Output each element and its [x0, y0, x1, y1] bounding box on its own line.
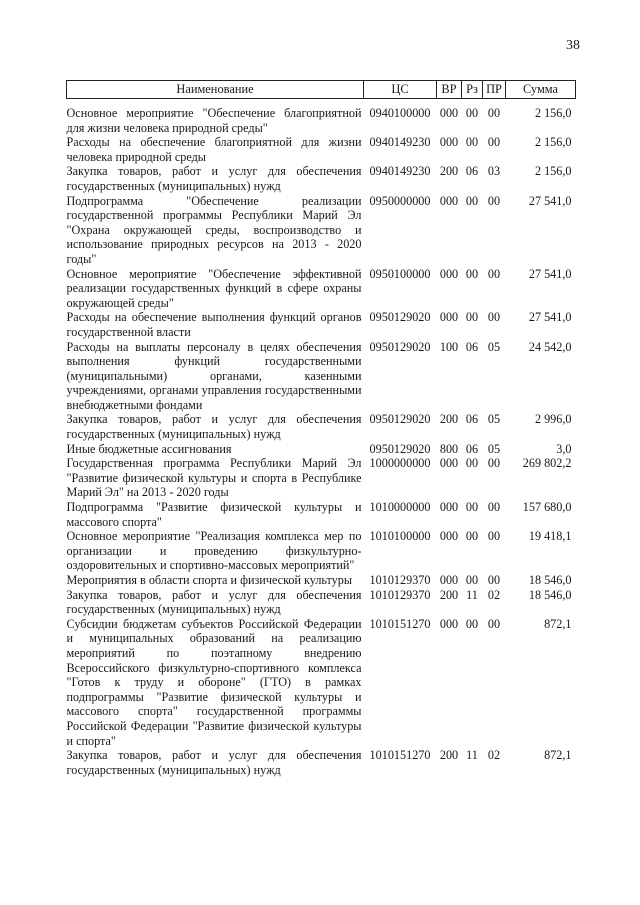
- cell-cs: 0950129020: [369, 412, 431, 427]
- cell-vr: 800: [439, 441, 459, 456]
- cell-rz: 11: [466, 748, 478, 763]
- cell-rz: 06: [465, 164, 479, 179]
- cell-pr: 00: [487, 456, 501, 471]
- table-body: [67, 99, 576, 778]
- cell-sum: 3,0: [556, 441, 572, 456]
- cell-name: Закупка товаров, работ и услуг для обеспечения государственных (муниципальных) нужд: [66, 587, 362, 617]
- table-row: [67, 573, 576, 588]
- table-row: [67, 500, 576, 529]
- cell-rz: 00: [465, 106, 479, 120]
- cell-vr: 200: [439, 748, 459, 763]
- cell-cs: 1010151270: [369, 748, 431, 763]
- cell-name: Закупка товаров, работ и услуг для обеспечения государственных (муниципальных) нужд: [66, 748, 362, 777]
- table-row: [67, 456, 576, 500]
- header-cs: ЦС: [364, 81, 437, 99]
- cell-sum: 27 541,0: [528, 193, 572, 208]
- cell-rz: 00: [465, 193, 479, 208]
- cell-vr: 000: [439, 500, 459, 515]
- header-sum: Сумма: [506, 81, 576, 99]
- cell-pr: 00: [487, 135, 501, 150]
- cell-rz: 00: [465, 500, 479, 515]
- cell-rz: 11: [466, 587, 478, 602]
- cell-cs: 1010129370: [369, 587, 431, 602]
- cell-cs: 0950129020: [369, 441, 431, 456]
- cell-pr: 00: [487, 616, 501, 631]
- cell-sum: 2 156,0: [534, 135, 572, 150]
- table-header-row: [67, 81, 576, 99]
- cell-sum: 157 680,0: [522, 500, 572, 515]
- cell-sum: 19 418,1: [528, 529, 572, 544]
- cell-pr: 00: [487, 266, 501, 281]
- cell-cs: 0950129020: [369, 310, 431, 325]
- cell-sum: 24 542,0: [528, 339, 572, 354]
- cell-sum: 2 156,0: [534, 164, 572, 179]
- cell-name: Подпрограмма "Развитие физической культуры и массового спорта": [66, 500, 362, 529]
- cell-cs: 0950000000: [369, 193, 431, 208]
- header-rz: Рз: [462, 81, 483, 99]
- cell-pr: 00: [487, 106, 501, 120]
- cell-name: Расходы на обеспечение выполнения функций органов государственной власти: [66, 310, 362, 339]
- table-row: [67, 412, 576, 441]
- cell-pr: 00: [487, 193, 501, 208]
- cell-rz: 00: [465, 573, 479, 587]
- cell-vr: 000: [439, 529, 459, 544]
- cell-rz: 00: [465, 616, 479, 631]
- table-row: [67, 135, 576, 164]
- cell-pr: 00: [487, 310, 501, 325]
- cell-cs: 1010151270: [369, 616, 431, 631]
- cell-name: Государственная программа Республики Марий Эл "Развитие физической культуры и спорта в Республике Марий Эл" на 2013 - 2020 годы: [66, 456, 362, 500]
- cell-pr: 00: [487, 500, 501, 515]
- table-row: [67, 340, 576, 413]
- cell-name: Основное мероприятие "Обеспечение благоприятной для жизни человека природной среды": [66, 106, 362, 135]
- budget-table: [66, 80, 576, 777]
- cell-rz: 06: [465, 412, 479, 427]
- cell-rz: 00: [465, 135, 479, 150]
- page-number: 38: [566, 38, 580, 53]
- cell-pr: 05: [487, 339, 501, 354]
- cell-sum: 2 156,0: [534, 106, 572, 120]
- cell-cs: 0940149230: [369, 164, 431, 179]
- cell-rz: 00: [465, 529, 479, 544]
- cell-vr: 000: [439, 616, 459, 631]
- table-row: [67, 310, 576, 339]
- cell-sum: 872,1: [544, 748, 572, 763]
- cell-rz: 06: [465, 339, 479, 354]
- cell-name: Закупка товаров, работ и услуг для обеспечения государственных (муниципальных) нужд: [66, 164, 362, 193]
- cell-sum: 18 546,0: [528, 587, 572, 602]
- cell-sum: 269 802,2: [522, 456, 572, 471]
- table-row: [67, 588, 576, 617]
- header-vr: ВР: [437, 81, 462, 99]
- cell-name: Закупка товаров, работ и услуг для обеспечения государственных (муниципальных) нужд: [66, 412, 362, 442]
- cell-pr: 03: [487, 164, 501, 179]
- cell-pr: 00: [487, 529, 501, 544]
- cell-vr: 000: [439, 310, 459, 325]
- cell-name: Мероприятия в области спорта и физической культуры: [66, 573, 353, 587]
- header-name: Наименование: [67, 81, 364, 99]
- cell-cs: 1000000000: [369, 456, 431, 471]
- cell-vr: 000: [439, 573, 459, 587]
- cell-rz: 00: [465, 266, 479, 281]
- cell-vr: 000: [439, 193, 459, 208]
- table-row: [67, 164, 576, 193]
- header-pr: ПР: [483, 81, 506, 99]
- table-row: [67, 194, 576, 267]
- cell-sum: 872,1: [544, 616, 572, 631]
- cell-name: Расходы на выплаты персоналу в целях обеспечения выполнения функций государственными (муниципальными) органами, казенными учреждениями, органами управления государственными внебюджетными фондами: [66, 339, 362, 412]
- cell-cs: 0950100000: [369, 266, 431, 281]
- cell-cs: 1010129370: [369, 573, 431, 587]
- cell-rz: 00: [465, 456, 479, 471]
- table-row: [67, 442, 576, 457]
- cell-vr: 000: [439, 135, 459, 150]
- cell-pr: 02: [487, 587, 501, 602]
- cell-pr: 05: [487, 441, 501, 456]
- cell-vr: 200: [439, 587, 459, 602]
- cell-name: Основное мероприятие "Обеспечение эффективной реализации государственных функций в сфере охраны окружающей среды": [66, 266, 362, 310]
- table-row: [67, 529, 576, 573]
- cell-name: Субсидии бюджетам субъектов Российской Федерации и муниципальных образований на реализацию мероприятий по поэтапному внедрению Всероссийского физкультурно-спортивного комплекса "Готов к труду и обороне" (ГТО) в рамках подпрограммы "Развитие физической культуры и массового спорта" государственной программы Российской Федерации "Развитие физической культуры и спорта": [66, 616, 362, 748]
- cell-vr: 200: [439, 412, 459, 427]
- cell-pr: 00: [487, 573, 501, 587]
- cell-pr: 05: [487, 412, 501, 427]
- cell-sum: 18 546,0: [528, 573, 572, 587]
- cell-vr: 200: [439, 164, 459, 179]
- cell-name: Подпрограмма "Обеспечение реализации государственной программы Республики Марий Эл "Охрана окружающей среды, воспроизводство и использование природных ресурсов на 2013 - 2020 годы": [66, 193, 362, 266]
- cell-sum: 27 541,0: [528, 266, 572, 281]
- table-row: [67, 99, 576, 136]
- cell-cs: 1010100000: [369, 529, 431, 544]
- cell-name: Основное мероприятие "Реализация комплекса мер по организации и проведению физкультурно-оздоровительных и спортивно-массовых мероприятий": [66, 529, 362, 573]
- table-row: [67, 267, 576, 311]
- cell-vr: 000: [439, 266, 459, 281]
- cell-vr: 000: [439, 456, 459, 471]
- cell-cs: 0940149230: [369, 135, 431, 150]
- cell-vr: 100: [439, 339, 459, 354]
- cell-name: Расходы на обеспечение благоприятной для жизни человека природной среды: [66, 135, 362, 164]
- cell-vr: 000: [439, 106, 459, 120]
- table-row: [67, 748, 576, 777]
- cell-sum: 2 996,0: [534, 412, 572, 427]
- cell-rz: 06: [465, 441, 479, 456]
- table-row: [67, 617, 576, 748]
- cell-cs: 1010000000: [369, 500, 431, 515]
- cell-cs: 0950129020: [369, 339, 431, 354]
- cell-pr: 02: [487, 748, 501, 763]
- cell-cs: 0940100000: [369, 106, 431, 120]
- cell-name: Иные бюджетные ассигнования: [66, 441, 232, 456]
- cell-sum: 27 541,0: [528, 310, 572, 325]
- cell-rz: 00: [465, 310, 479, 325]
